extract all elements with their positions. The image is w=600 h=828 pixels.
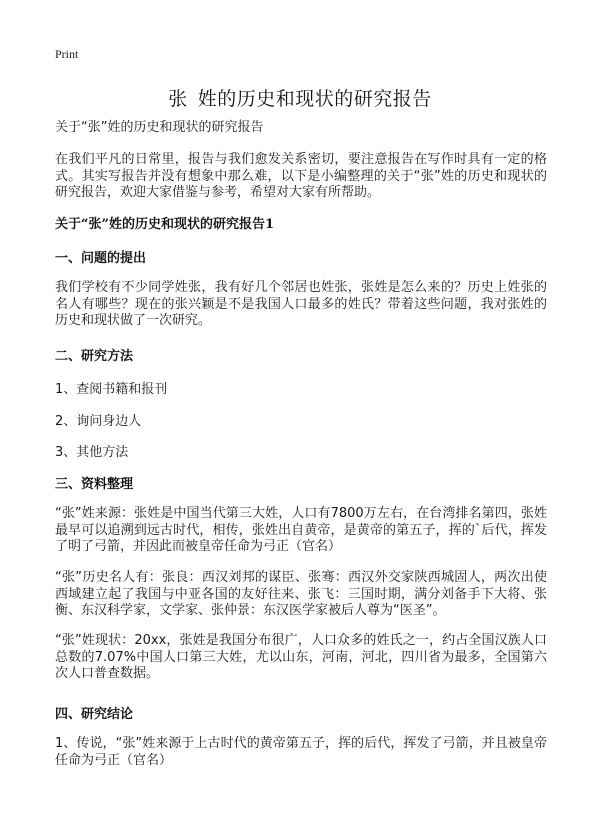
section-3-paragraph-origin: “张”姓来源：张姓是中国当代第三大姓，人口有7800万左右，在台湾排名第四，张姓最早可以追溯到远古时代，相传，张姓出自黄帝，是黄帝的第五子，挥的`后代，挥发了明了弓箭，并因此而被皇帝任命为弓正（官名） <box>55 506 547 554</box>
document-title <box>0 84 600 111</box>
title-part-1: 张 <box>168 88 188 110</box>
section-heading-2: 二、研究方法 <box>55 349 134 364</box>
report-heading: 关于“张”姓的历史和现状的研究报告1 <box>55 217 275 232</box>
section-3-paragraph-status: “张”姓现状：20xx，张姓是我国分布很广，人口众多的姓氏之一，约占全国汉族人口总数的7.07%中国人口第三大姓，尤以山东，河南，河北，四川省为最多，全国第六次人口普查数据。 <box>55 633 547 681</box>
title-part-2: 姓的历史和现状的研究报告 <box>197 88 432 110</box>
print-label[interactable]: Print <box>55 47 79 61</box>
section-heading-3: 三、资料整理 <box>55 477 134 492</box>
intro-paragraph: 在我们平凡的日常里，报告与我们愈发关系密切，要注意报告在写作时具有一定的格式。其实写报告并没有想象中那么难，以下是小编整理的关于“张”姓的历史和现状的研究报告，欢迎大家借鉴与参考，希望对大家有所帮助。 <box>55 152 547 200</box>
section-heading-1: 一、问题的提出 <box>55 251 147 266</box>
document-subtitle: 关于“张”姓的历史和现状的研究报告 <box>55 120 264 135</box>
method-item-3: 3、其他方法 <box>55 445 129 460</box>
section-1-paragraph: 我们学校有不少同学姓张，我有好几个邻居也姓张，张姓是怎么来的？历史上姓张的名人有哪些？现在的张兴颖是不是我国人口最多的姓氏？带着这些问题，我对张姓的历史和现状做了一次研究。 <box>55 280 547 328</box>
method-item-2: 2、询问身边人 <box>55 414 142 429</box>
section-4-paragraph: 1、传说，“张”姓来源于上古时代的黄帝第五子，挥的后代，挥发了弓箭，并且被皇帝任命为弓正（官名） <box>55 736 547 768</box>
method-item-1: 1、查阅书籍和报刊 <box>55 382 168 397</box>
section-heading-4: 四、研究结论 <box>55 707 134 722</box>
section-3-paragraph-figures: “张”历史名人有：张良：西汉刘邦的谋臣、张骞：西汉外交家陕西城固人，两次出使西域建立起了我国与中亚各国的友好往来、张飞：三国时期，满分刘备手下大将、张衡、东汉科学家，文学家、张仲景：东汉医学家被后人尊为“医圣”。 <box>55 570 547 618</box>
